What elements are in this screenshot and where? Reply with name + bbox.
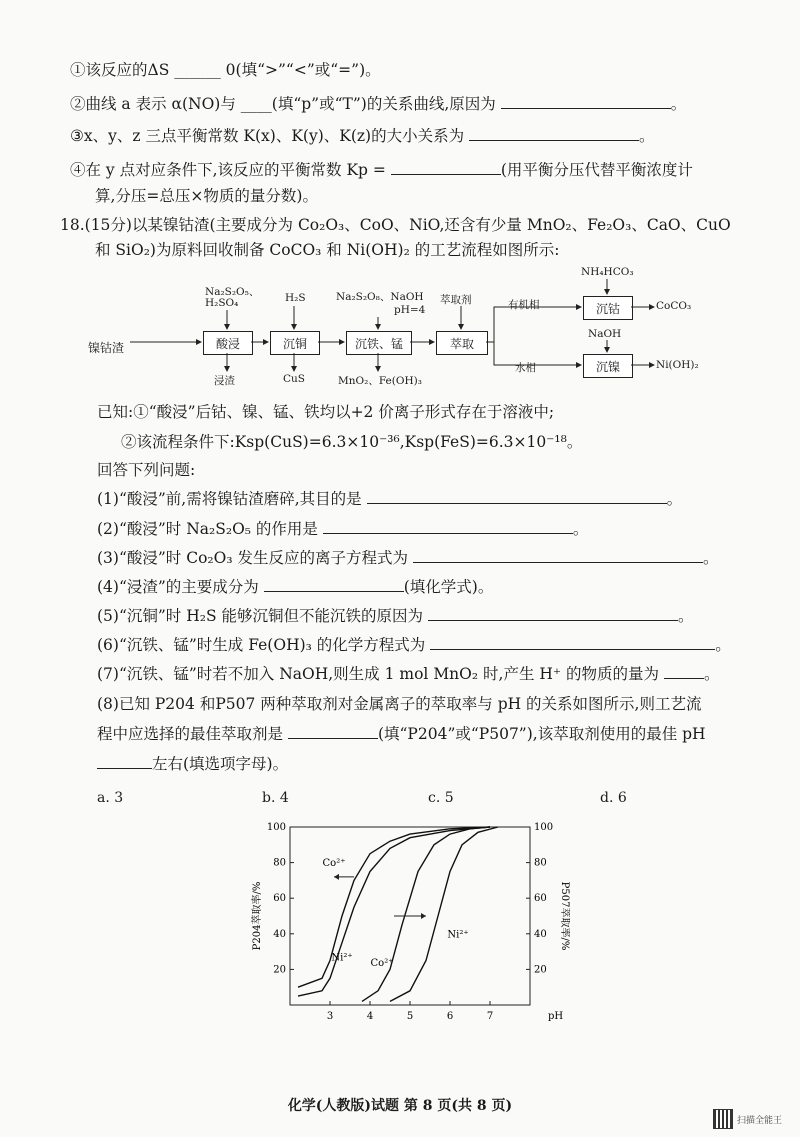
answer-blank[interactable] [664, 664, 704, 679]
q17-line1: ①该反应的ΔS ______ 0(填“>”“<”或“=”)。 [70, 61, 381, 79]
scanner-watermark [713, 1109, 782, 1129]
y-tick-label-right: 20 [534, 964, 547, 976]
answer-blank[interactable] [430, 635, 715, 650]
y-tick-label-right: 100 [534, 822, 554, 833]
period: 。 [715, 636, 731, 654]
y-tick-label-left: 80 [273, 857, 286, 869]
label-aqueous-phase: 水相 [515, 362, 536, 374]
y-axis-label-right: P507萃取率/% [559, 881, 570, 951]
answer-blank[interactable] [288, 724, 378, 739]
reagent-acid-2: H₂SO₄ [205, 297, 239, 309]
answer-prompt: 回答下列问题: [97, 461, 196, 479]
sub-q5-text: (5)“沉铜”时 H₂S 能够沉铜但不能沉铁的原因为 [97, 607, 424, 625]
answer-blank[interactable] [367, 489, 667, 504]
box-extraction: 萃取 [436, 331, 488, 355]
sub-q2 [97, 517, 588, 539]
answer-blank[interactable] [323, 519, 573, 534]
x-tick-label: 5 [406, 1011, 414, 1022]
q17-line4-tail: (用平衡分压代替平衡浓度计 [500, 161, 693, 179]
sub-q4-text: (4)“浸渣”的主要成分为 [97, 578, 259, 596]
sub-q6-text: (6)“沉铁、锰”时生成 Fe(OH)₃ 的化学方程式为 [97, 636, 426, 654]
sub-q6 [97, 633, 731, 655]
period: 。 [677, 607, 694, 625]
reagent-acid-1: Na₂S₂O₅、 [205, 286, 260, 298]
y-tick-label-left: 60 [273, 893, 286, 905]
reagent-iron-2: pH=4 [394, 304, 426, 316]
period: 。 [703, 665, 720, 683]
sub-q7-text: (7)“沉铁、锰”时若不加入 NaOH,则生成 1 mol MnO₂ 时,产生 H⁺ 的物质的量为 [97, 665, 659, 683]
period: 。 [702, 549, 719, 567]
option-c[interactable]: c. 5 [428, 790, 454, 806]
sub-q3 [97, 546, 718, 568]
period: 。 [639, 127, 655, 145]
answer-blank[interactable] [413, 548, 703, 563]
output-mno2: MnO₂、Fe(OH)₃ [338, 375, 422, 387]
period: 。 [666, 490, 683, 508]
product-coco3: CoCO₃ [656, 300, 692, 312]
series-line-2 [362, 827, 490, 1001]
sub-q8-a: (8)已知 P204 和P507 两种萃取剂对金属离子的萃取率与 pH 的关系如图所示,则工艺流 [97, 695, 702, 713]
y-tick-label-right: 60 [534, 893, 547, 905]
series-label-0: Ni²⁺ [331, 952, 353, 964]
sub-q8-d-text: 左右(填选项字母)。 [152, 755, 289, 773]
y-tick-label-left: 40 [273, 928, 286, 940]
sub-q5 [97, 604, 693, 626]
page-footer: 化学(人教版)试题 第 8 页(共 8 页) [287, 1098, 513, 1114]
sub-q4-tail: (填化学式)。 [403, 578, 494, 596]
sub-q8-b-text: 程中应选择的最佳萃取剂是 [97, 725, 284, 743]
x-axis-label: pH [548, 1011, 564, 1022]
arrow-head-p507 [421, 913, 426, 919]
series-label-3: Ni²⁺ [447, 929, 469, 941]
reagent-iron-1: Na₂S₂O₈、NaOH [336, 291, 424, 303]
period: 。 [572, 520, 589, 538]
box-nickel: 沉镍 [583, 354, 633, 378]
answer-blank[interactable] [428, 606, 678, 621]
x-tick-label: 7 [486, 1011, 494, 1022]
box-cobalt: 沉钴 [583, 296, 633, 320]
q18-header2: 和 SiO₂)为原料回收制备 CoCO₃ 和 Ni(OH)₂ 的工艺流程如图所示: [95, 241, 560, 259]
box-iron-mn: 沉铁、锰 [346, 331, 412, 355]
q17-line4-text: ④在 y 点对应条件下,该反应的平衡常数 Kp = [70, 161, 386, 179]
period: 。 [670, 95, 687, 113]
y-axis-label-left: P204萃取率/% [252, 881, 263, 951]
series-label-2: Co²⁺ [370, 957, 394, 969]
answer-blank[interactable] [264, 577, 404, 592]
reagent-naoh: NaOH [588, 328, 622, 340]
y-tick-label-left: 20 [273, 964, 286, 976]
x-tick-label: 3 [326, 1011, 334, 1022]
sub-q8-b [97, 722, 706, 744]
output-leach-residue: 浸渣 [214, 375, 235, 387]
box-copper: 沉铜 [270, 331, 320, 355]
sub-q3-text: (3)“酸浸”时 Co₂O₃ 发生反应的离子方程式为 [97, 549, 408, 567]
sub-q7 [97, 662, 719, 684]
flow-arrows [0, 0, 800, 420]
series-line-1 [298, 827, 490, 987]
qr-code-icon [713, 1109, 733, 1129]
arrow-head-p204 [334, 874, 339, 880]
y-tick-label-right: 80 [534, 857, 547, 869]
reagent-nh4hco3: NH₄HCO₃ [581, 266, 634, 278]
label-organic-phase: 有机相 [508, 299, 540, 311]
option-a[interactable]: a. 3 [97, 790, 124, 806]
y-tick-label-left: 100 [266, 822, 286, 833]
reagent-extractant: 萃取剂 [440, 294, 472, 306]
q17-line3-text: ③x、y、z 三点平衡常数 K(x)、K(y)、K(z)的大小关系为 [70, 127, 465, 145]
answer-blank[interactable] [97, 754, 152, 769]
q17-line5: 算,分压=总压×物质的量分数)。 [95, 187, 318, 205]
sub-q8-c-text: (填“P204”或“P507”),该萃取剂使用的最佳 pH [377, 725, 706, 743]
flow-start: 镍钴渣 [88, 341, 125, 355]
option-d[interactable]: d. 6 [600, 790, 627, 806]
sub-q2-text: (2)“酸浸”时 Na₂S₂O₅ 的作用是 [97, 520, 318, 538]
sub-q1 [97, 487, 682, 509]
reagent-h2s: H₂S [285, 292, 306, 304]
y-tick-label-right: 40 [534, 928, 547, 940]
product-nioh2: Ni(OH)₂ [656, 359, 699, 371]
scanner-label: 扫描全能王 [736, 1115, 782, 1126]
q17-line2-text: ②曲线 a 表示 α(NO)与 ____(填“p”或“T”)的关系曲线,原因为 [70, 95, 496, 113]
q18-header: 18.(15分)以某镍钴渣(主要成分为 Co₂O₃、CoO、NiO,还含有少量 MnO₂、Fe₂O₃、CaO、CuO [60, 216, 731, 234]
extraction-chart [250, 815, 570, 1035]
sub-q8-d [97, 752, 288, 774]
series-line-0 [298, 827, 490, 996]
known-1: 已知:①“酸浸”后钴、镍、锰、铁均以+2 价离子形式存在于溶液中; [97, 403, 555, 421]
box-acid-leach: 酸浸 [203, 331, 253, 355]
sub-q4 [97, 575, 493, 597]
output-cus: CuS [283, 373, 305, 385]
option-b[interactable]: b. 4 [262, 790, 289, 806]
sub-q1-text: (1)“酸浸”前,需将镍钴渣磨碎,其目的是 [97, 490, 362, 508]
series-label-1: Co²⁺ [322, 858, 346, 870]
series-line-3 [390, 827, 498, 1001]
x-tick-label: 4 [366, 1011, 374, 1022]
known-2: ②该流程条件下:Ksp(CuS)=6.3×10⁻³⁶,Ksp(FeS)=6.3×10⁻¹⁸。 [121, 433, 583, 451]
x-tick-label: 6 [446, 1011, 454, 1022]
